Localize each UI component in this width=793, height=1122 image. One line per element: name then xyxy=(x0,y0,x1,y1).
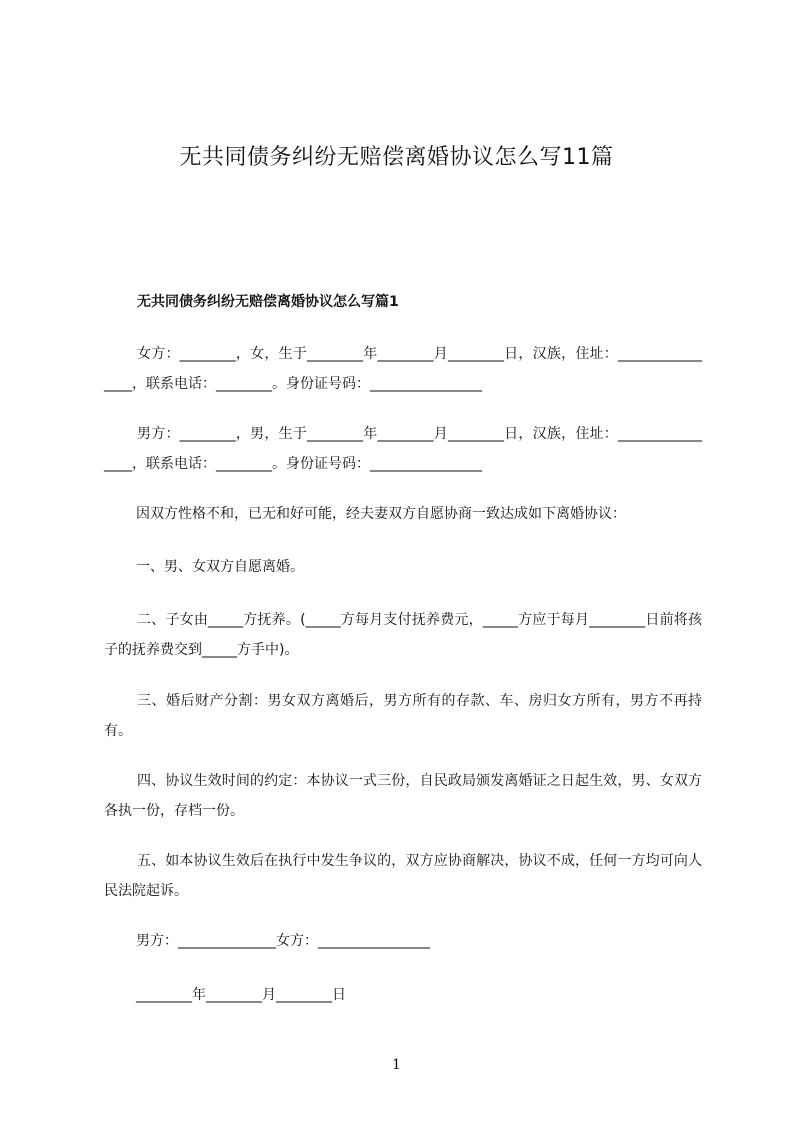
signature-line: 男方：______________女方：________________ xyxy=(136,933,430,949)
clause-4-paragraph: 四、协议生效时间的约定：本协议一式三份，自民政局颁发离婚证之日起生效，男、女双方各执一份，存档一份。 xyxy=(104,773,702,819)
date-line: ________年________月________日 xyxy=(136,987,346,1003)
page-number: 1 xyxy=(392,1057,401,1073)
clause-1-paragraph: 一、男、女双方自愿离婚。 xyxy=(136,559,304,575)
document-title: 无共同债务纠纷无赔偿离婚协议怎么写11篇 xyxy=(179,145,614,170)
clause-5-paragraph: 五、如本协议生效后在执行中发生争议的，双方应协商解决，协议不成，任何一方均可向人民法院起诉。 xyxy=(104,853,702,899)
husband-info-paragraph: 男方：________，男，生于________年________月________日，汉族，住址：________________，联系电话：________。身份证号码：________________ xyxy=(104,426,702,472)
section-heading: 无共同债务纠纷无赔偿离婚协议怎么写篇1 xyxy=(137,294,399,310)
wife-info-paragraph: 女方：________，女，生于________年________月________日，汉族，住址：________________，联系电话：________。身份证号码：________________ xyxy=(104,346,702,392)
clause-3-paragraph: 三、婚后财产分割：男女双方离婚后，男方所有的存款、车、房归女方所有，男方不再持有。 xyxy=(104,693,702,739)
intro-paragraph: 因双方性格不和，已无和好可能，经夫妻双方自愿协商一致达成如下离婚协议： xyxy=(136,506,626,522)
clause-2-paragraph: 二、子女由_____方抚养。(_____方每月支付抚养费元，_____方应于每月________日前将孩子的抚养费交到_____方手中)。 xyxy=(104,612,702,658)
